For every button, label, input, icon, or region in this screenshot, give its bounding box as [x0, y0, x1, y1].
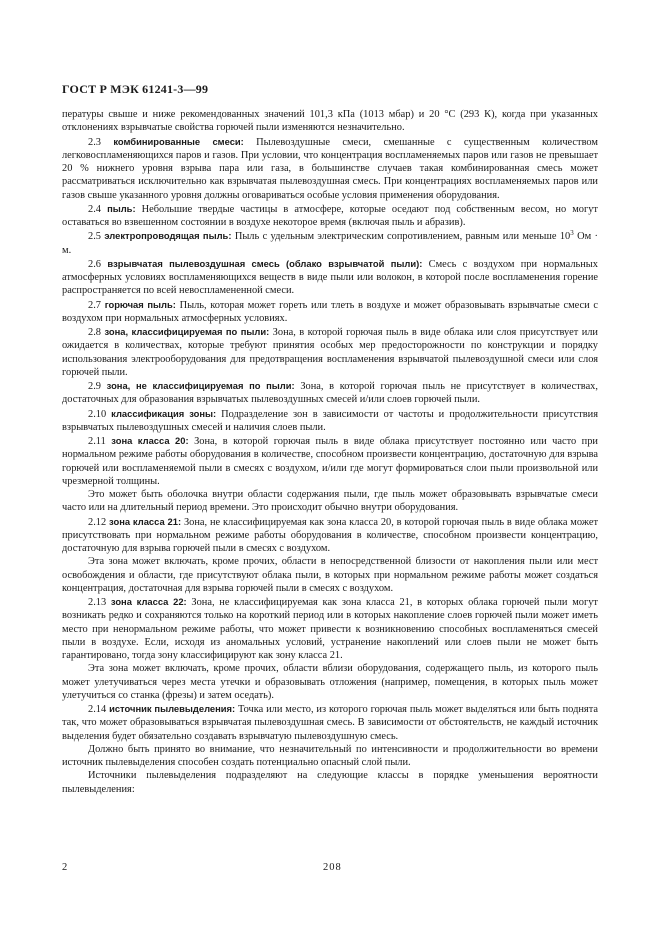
term: зона, не классифицируемая по пыли: [106, 380, 295, 391]
definition-2-5 [62, 229, 598, 257]
definition-2-9 [62, 379, 598, 407]
paragraph: пературы свыше и ниже рекомендованных значений 101,3 кПа (1013 мбар) и 20 °С (293 К), когда при указанных отклонениях взрывчатые свойства горючей пыли изменяются незначительно. [62, 109, 598, 134]
clause-number: 2.11 [88, 436, 106, 447]
definition-text: Смесь с воздухом при нормальных атмосферных условиях воспламеняющихся веществ в виде пыли или волокон, в которой после воспламенения горение распространяется по всей невоспламененной смеси. [62, 258, 598, 297]
definition-text: Пыль, которая может гореть или тлеть в воздухе и может образовывать взрывчатые смеси с воздухом при нормальных атмосферных условиях. [62, 299, 598, 324]
term: зона класса 21: [109, 515, 182, 527]
clause-number: 2.3 [88, 136, 101, 148]
term: зона класса 22: [110, 596, 187, 607]
definition-2-6 [62, 257, 598, 298]
clause-number: 2.12 [88, 516, 107, 528]
definition-2-8 [62, 325, 598, 379]
definition-text: Точка или место, из которого горючая пыль может выделяться или быть поднята так, что может образовываться взрывчатая пылевоздушная смесь. В зависимости от обстоятельств, не каждый источник выделения будет обязательно создавать взрывчатую пылевоздушную смесь. [62, 704, 598, 742]
page-number: 2 [62, 862, 68, 873]
definition-2-11 [62, 434, 598, 488]
definition-text: Зона, в которой горючая пыль не присутствует в количествах, достаточных для образования взрывчатых пылевоздушных смесей и/или слоев горючей пыли. [62, 381, 598, 406]
definition-2-13 [62, 595, 598, 662]
clause-number: 2.5 [88, 231, 101, 243]
paragraph: Эта зона может включать, кроме прочих, области вблизи оборудования, содержащего пыль, из которого пыль может улетучиваться через места утечки и образовывать отложения (например, помещения, в которых пыль может улетучиться со станка (фрезы) и затем оседать). [62, 663, 598, 701]
paragraph: Должно быть принято во внимание, что незначительный по интенсивности и продолжительности во времени источник пылевыделения способен создать потенциально опасный слой пыли. [62, 743, 598, 768]
definition-2-3 [62, 135, 598, 202]
definition-text: Пыль с удельным электрическим сопротивлением, равным или меньше 10 [234, 231, 571, 243]
definition-text: Зона, в которой горючая пыль в виде облака присутствует постоянно или часто при нормальном режиме работы оборудования в количестве, способном произвести концентрацию, достаточную для взрыва горючей или воспламеняемой пыли в смесях с воздухом, и/или где могут формироваться слои пыли произвольной или чрезмерной толщины. [62, 436, 598, 487]
paragraph: Источники пылевыделения подразделяют на следующие классы в порядке уменьшения вероятности пылевыделения: [62, 770, 598, 795]
document-body [62, 108, 598, 796]
term: источник пылевыделения: [109, 703, 236, 714]
clause-number: 2.14 [88, 704, 107, 715]
term: горючая пыль: [104, 298, 176, 310]
definition-unit: Ом · м. [62, 231, 598, 256]
definition-text: Пылевоздушные смеси, смешанные с существенным количеством легковоспламеняющихся паров и газов. При условии, что концентрация воспламеняемых паров или газов не превышает 20 % нижнего уровня взрыва пара или газа, в большинстве случаев такая комбинированная смесь может рассматриваться исключительно как взрывчатая пылевоздушная смесь. При концентрациях воспламеняемых паров или газов свыше указанного уровня должны оговариваться особые условия применения оборудования. [62, 136, 598, 201]
term: электропроводящая пыль: [104, 230, 232, 242]
definition-2-10 [62, 407, 598, 435]
clause-number: 2.8 [88, 327, 101, 338]
sheet-number: 208 [323, 862, 342, 873]
definition-text: Зона, не классифицируемая как зона класса 20, в которой горючая пыль в виде облака может присутствовать при нормальном режиме работы оборудования в количестве, способном произвести концентрацию, достаточную для взрыва горючей пыли в смесях с воздухом. [62, 516, 598, 554]
clause-number: 2.10 [88, 408, 107, 420]
paragraph: Эта зона может включать, кроме прочих, области в непосредственной близости от накопления пыли или мест освобождения и области, где присутствуют облака пыли, в которых при нормальном режиме работы может создаться концентрация, достаточная для взрыва горючей пыли в смесях с воздухом. [62, 556, 598, 594]
definition-2-12 [62, 515, 598, 556]
clause-number: 2.6 [88, 258, 101, 270]
clause-number: 2.13 [88, 597, 107, 608]
term: взрывчатая пылевоздушная смесь (облако взрывчатой пыли): [107, 257, 423, 269]
term: пыль: [107, 202, 136, 214]
clause-number: 2.9 [88, 381, 101, 392]
term: классификация зоны: [111, 407, 217, 419]
definition-text: Зона, не классифицируемая как зона класса 21, в которых облака горючей пыли могут возникать редко и сохраняются только на короткий период или в которых накопление слоев горючей пыли может иметь место при ненормальном режиме работы, что может привести к возникновению способных воспламеняться смесей пыли в воздухе. Если, исходя из аномальных условий, устранение накоплений или слоев пыли не может быть гарантировано, тогда зону классифицируют как зону класса 21. [62, 597, 598, 661]
term: зона, классифицируемая по пыли: [104, 326, 270, 337]
term: зона класса 20: [111, 435, 189, 446]
term: комбинированные смеси: [113, 135, 244, 147]
paragraph: Это может быть оболочка внутри области содержания пыли, где пыль может образовывать взрывчатые смеси часто или на длительный период времени. Это происходит обычно внутри оборудования. [62, 489, 598, 514]
definition-2-14 [62, 702, 598, 743]
clause-number: 2.4 [88, 203, 101, 215]
definition-2-4 [62, 202, 598, 230]
clause-number: 2.7 [88, 299, 101, 311]
definition-text: Небольшие твердые частицы в атмосфере, которые оседают под собственным весом, но могут оставаться во взвешенном состоянии в воздухе некоторое время (включая пыль и абразив). [62, 203, 598, 228]
exponent: 3 [570, 229, 574, 238]
definition-text: Зона, в которой горючая пыль в виде облака или слоя присутствует или ожидается в количествах, которые требуют принятия особых мер предосторожности по конструкции и порядку использования электрооборудования для предотвращения воспламенения взрывчатой пылевоздушной смеси или слоя горючей пыли. [62, 327, 598, 378]
document-header: ГОСТ Р МЭК 61241-3—99 [62, 82, 209, 96]
definition-text: Подразделение зон в зависимости от частоты и продолжительности присутствия взрывчатых пылевоздушных смесей и наличия слоев пыли. [62, 408, 598, 433]
definition-2-7 [62, 298, 598, 326]
